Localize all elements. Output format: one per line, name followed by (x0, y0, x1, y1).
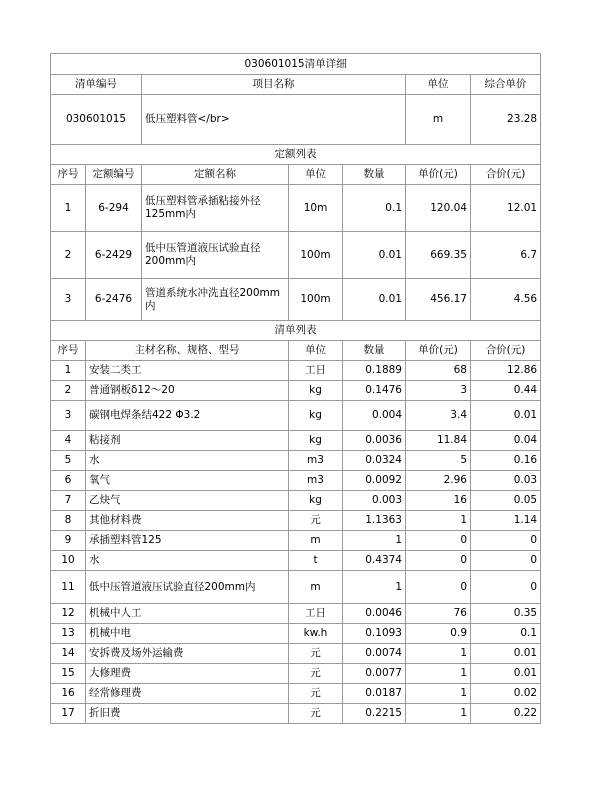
material-qty: 0.0187 (343, 684, 406, 704)
material-qty: 0.0036 (343, 431, 406, 451)
material-no: 15 (51, 664, 86, 684)
material-no: 3 (51, 401, 86, 431)
material-unit: kg (289, 431, 343, 451)
quota-qty: 0.01 (343, 279, 406, 321)
material-unit: t (289, 551, 343, 571)
material-row (51, 644, 541, 664)
materials-col-unit: 单位 (289, 341, 343, 361)
material-qty: 1.1363 (343, 511, 406, 531)
material-name: 折旧费 (86, 704, 289, 724)
material-row (51, 624, 541, 644)
bill-unit: m (406, 95, 471, 145)
quota-section-title: 定额列表 (51, 145, 541, 165)
material-no: 1 (51, 361, 86, 381)
page-title: 030601015清单详细 (51, 54, 541, 75)
material-qty: 1 (343, 531, 406, 551)
material-price: 0.9 (406, 624, 471, 644)
quota-code: 6-2429 (86, 232, 142, 279)
material-total: 0.04 (471, 431, 541, 451)
materials-section-title: 清单列表 (51, 321, 541, 341)
material-row (51, 491, 541, 511)
material-qty: 0.0074 (343, 644, 406, 664)
material-row (51, 361, 541, 381)
material-unit: 元 (289, 511, 343, 531)
material-total: 0.03 (471, 471, 541, 491)
quota-col-no: 序号 (51, 165, 86, 185)
material-name: 低中压管道液压试验直径200mm内 (86, 571, 289, 604)
quota-row (51, 185, 541, 232)
quota-price: 120.04 (406, 185, 471, 232)
material-qty: 0.0046 (343, 604, 406, 624)
quota-unit: 100m (289, 232, 343, 279)
material-total: 0.01 (471, 664, 541, 684)
material-total: 0.1 (471, 624, 541, 644)
material-qty: 0.1093 (343, 624, 406, 644)
material-name: 安装二类工 (86, 361, 289, 381)
quota-qty: 0.1 (343, 185, 406, 232)
material-no: 10 (51, 551, 86, 571)
material-unit: kg (289, 401, 343, 431)
quota-row (51, 279, 541, 321)
quota-total: 12.01 (471, 185, 541, 232)
material-total: 12.86 (471, 361, 541, 381)
material-price: 2.96 (406, 471, 471, 491)
material-qty: 1 (343, 571, 406, 604)
material-unit: 元 (289, 704, 343, 724)
material-price: 68 (406, 361, 471, 381)
material-name: 氧气 (86, 471, 289, 491)
material-no: 5 (51, 451, 86, 471)
material-no: 11 (51, 571, 86, 604)
quota-name: 低中压管道液压试验直径200mm内 (142, 232, 289, 279)
material-name: 经常修理费 (86, 684, 289, 704)
bill-code: 030601015 (51, 95, 142, 145)
quota-row (51, 232, 541, 279)
material-unit: 元 (289, 684, 343, 704)
material-qty: 0.0077 (343, 664, 406, 684)
material-price: 0 (406, 571, 471, 604)
material-name: 其他材料费 (86, 511, 289, 531)
material-price: 1 (406, 704, 471, 724)
quota-price: 669.35 (406, 232, 471, 279)
material-price: 5 (406, 451, 471, 471)
material-name: 水 (86, 451, 289, 471)
material-no: 17 (51, 704, 86, 724)
material-no: 9 (51, 531, 86, 551)
code-label: 清单编号 (51, 75, 142, 95)
quota-code: 6-294 (86, 185, 142, 232)
quota-total: 6.7 (471, 232, 541, 279)
material-unit: m (289, 531, 343, 551)
material-name: 安拆费及场外运输费 (86, 644, 289, 664)
material-total: 0 (471, 571, 541, 604)
materials-section-row (51, 321, 541, 341)
material-unit: 工日 (289, 361, 343, 381)
material-name: 承插塑料管125 (86, 531, 289, 551)
material-qty: 0.0092 (343, 471, 406, 491)
material-total: 0.01 (471, 401, 541, 431)
material-price: 1 (406, 664, 471, 684)
quota-no: 1 (51, 185, 86, 232)
material-unit: kg (289, 381, 343, 401)
quota-name: 低压塑料管承插粘接外径125mm内 (142, 185, 289, 232)
quota-unit: 10m (289, 185, 343, 232)
bill-price: 23.28 (471, 95, 541, 145)
quota-section-row (51, 145, 541, 165)
material-qty: 0.004 (343, 401, 406, 431)
material-total: 0.22 (471, 704, 541, 724)
material-row (51, 471, 541, 491)
material-row (51, 664, 541, 684)
material-name: 碳钢电焊条结422 Φ3.2 (86, 401, 289, 431)
material-price: 76 (406, 604, 471, 624)
quota-code: 6-2476 (86, 279, 142, 321)
material-total: 0.16 (471, 451, 541, 471)
material-qty: 0.1476 (343, 381, 406, 401)
bill-name: 低压塑料管</br> (142, 95, 406, 145)
material-price: 3 (406, 381, 471, 401)
quota-no: 2 (51, 232, 86, 279)
material-unit: 元 (289, 644, 343, 664)
material-row (51, 684, 541, 704)
header-label-row (51, 75, 541, 95)
material-total: 0.02 (471, 684, 541, 704)
material-total: 1.14 (471, 511, 541, 531)
material-total: 0 (471, 531, 541, 551)
quota-col-qty: 数量 (343, 165, 406, 185)
material-name: 机械中电 (86, 624, 289, 644)
material-no: 2 (51, 381, 86, 401)
material-qty: 0.4374 (343, 551, 406, 571)
material-row (51, 704, 541, 724)
material-row (51, 431, 541, 451)
material-row (51, 531, 541, 551)
material-price: 11.84 (406, 431, 471, 451)
quota-total: 4.56 (471, 279, 541, 321)
material-row (51, 571, 541, 604)
material-no: 14 (51, 644, 86, 664)
material-row (51, 604, 541, 624)
material-total: 0.44 (471, 381, 541, 401)
material-total: 0.35 (471, 604, 541, 624)
material-unit: 工日 (289, 604, 343, 624)
quota-col-total: 合价(元) (471, 165, 541, 185)
material-row (51, 551, 541, 571)
material-unit: m3 (289, 471, 343, 491)
material-price: 3.4 (406, 401, 471, 431)
material-name: 粘接剂 (86, 431, 289, 451)
material-unit: 元 (289, 664, 343, 684)
name-label: 项目名称 (142, 75, 406, 95)
materials-col-name: 主材名称、规格、型号 (86, 341, 289, 361)
material-unit: kg (289, 491, 343, 511)
material-unit: m (289, 571, 343, 604)
quota-price: 456.17 (406, 279, 471, 321)
material-qty: 0.0324 (343, 451, 406, 471)
material-no: 8 (51, 511, 86, 531)
material-qty: 0.1889 (343, 361, 406, 381)
material-total: 0.01 (471, 644, 541, 664)
unit-label: 单位 (406, 75, 471, 95)
material-row (51, 511, 541, 531)
materials-col-no: 序号 (51, 341, 86, 361)
material-no: 12 (51, 604, 86, 624)
material-no: 4 (51, 431, 86, 451)
bill-detail-table (50, 53, 541, 724)
quota-col-unit: 单位 (289, 165, 343, 185)
quota-name: 管道系统水冲洗直径200mm内 (142, 279, 289, 321)
material-unit: m3 (289, 451, 343, 471)
material-price: 1 (406, 511, 471, 531)
material-qty: 0.2215 (343, 704, 406, 724)
materials-header-row (51, 341, 541, 361)
header-value-row (51, 95, 541, 145)
material-no: 13 (51, 624, 86, 644)
quota-col-name: 定额名称 (142, 165, 289, 185)
material-unit: kw.h (289, 624, 343, 644)
materials-col-price: 单价(元) (406, 341, 471, 361)
quota-no: 3 (51, 279, 86, 321)
material-total: 0 (471, 551, 541, 571)
material-name: 普通钢板δ12～20 (86, 381, 289, 401)
material-total: 0.05 (471, 491, 541, 511)
material-price: 16 (406, 491, 471, 511)
material-name: 机械中人工 (86, 604, 289, 624)
materials-col-total: 合价(元) (471, 341, 541, 361)
material-price: 0 (406, 551, 471, 571)
quota-qty: 0.01 (343, 232, 406, 279)
material-no: 7 (51, 491, 86, 511)
quota-unit: 100m (289, 279, 343, 321)
material-name: 乙炔气 (86, 491, 289, 511)
material-price: 1 (406, 644, 471, 664)
title-row (51, 54, 541, 75)
material-price: 0 (406, 531, 471, 551)
price-label: 综合单价 (471, 75, 541, 95)
quota-col-price: 单价(元) (406, 165, 471, 185)
material-row (51, 401, 541, 431)
material-name: 水 (86, 551, 289, 571)
quota-header-row (51, 165, 541, 185)
material-row (51, 451, 541, 471)
material-no: 6 (51, 471, 86, 491)
material-qty: 0.003 (343, 491, 406, 511)
material-price: 1 (406, 684, 471, 704)
material-name: 大修理费 (86, 664, 289, 684)
material-row (51, 381, 541, 401)
quota-col-code: 定额编号 (86, 165, 142, 185)
materials-col-qty: 数量 (343, 341, 406, 361)
material-no: 16 (51, 684, 86, 704)
